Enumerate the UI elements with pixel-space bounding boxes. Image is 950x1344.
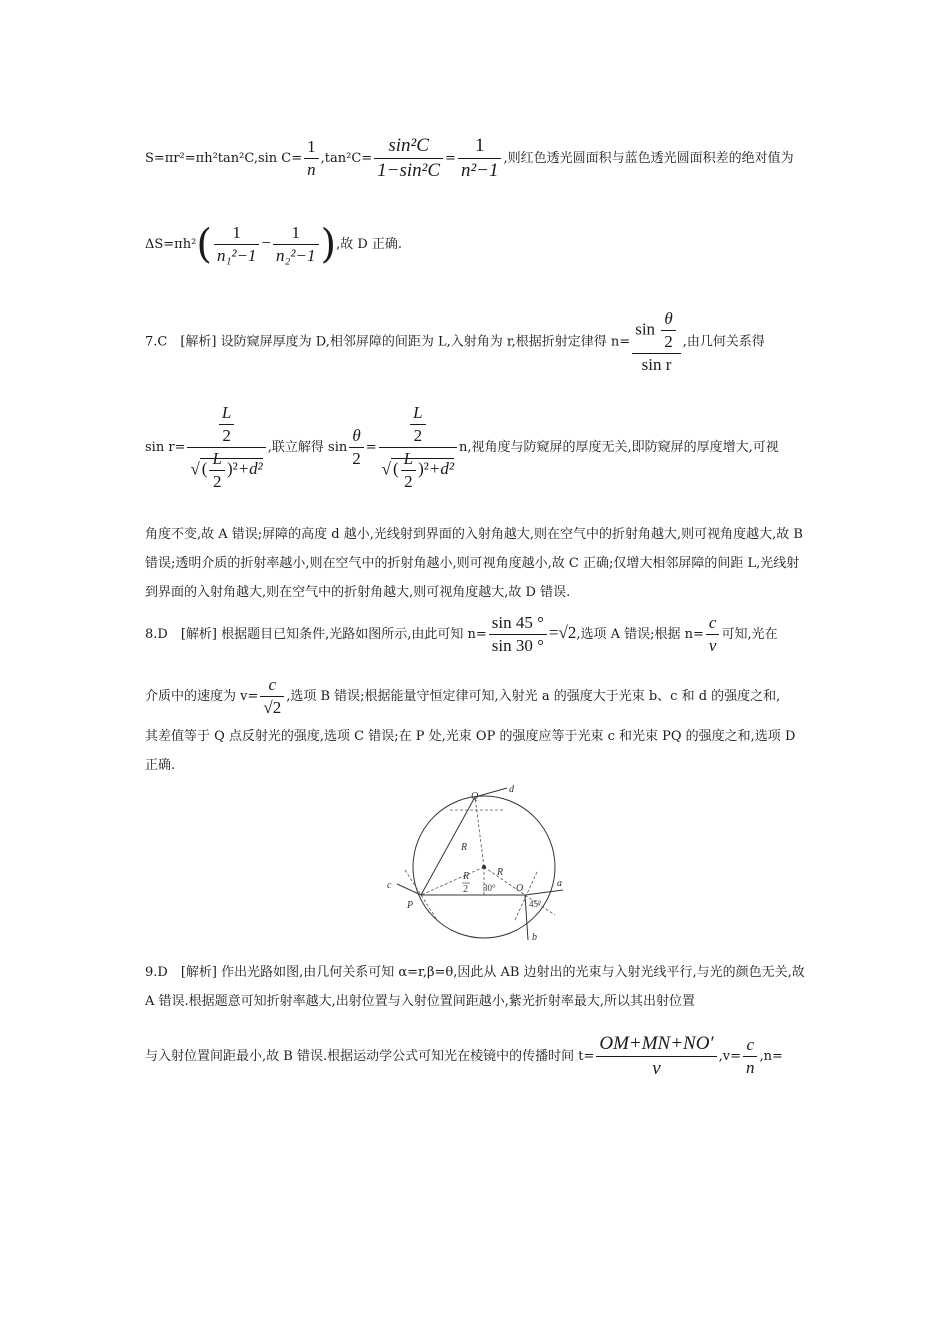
frac-den: n₂²−1 [273, 244, 318, 267]
p7-sinr-frac [187, 402, 265, 493]
p9-last-lead: 与入射位置间距最小,故 B 错误.根据运动学公式可知光在棱镜中的传播时间 t= [145, 1049, 595, 1064]
frac-den: sin 30 ° [489, 634, 547, 657]
p6-minus: − [261, 233, 272, 252]
optics-diagram [375, 780, 595, 945]
ray-Pc [397, 884, 421, 895]
p9-c-over-n [743, 1034, 758, 1079]
p6-ds-tail: ,故 D 正确. [336, 237, 403, 252]
p7-line2 [145, 402, 779, 493]
label-30deg: 30° [483, 883, 496, 893]
frac-num: L [221, 403, 232, 422]
label-d: d [509, 784, 514, 795]
p7-n-frac [632, 308, 681, 376]
frac-num: 1 [474, 135, 485, 156]
p9-t-frac [596, 1032, 716, 1081]
L-over-2 [410, 402, 425, 447]
frac-num: θ [664, 309, 673, 328]
p6-line2 [145, 222, 402, 267]
radius-center-P [421, 867, 484, 895]
p8-line1 [145, 612, 778, 657]
p7-line1-tail: ,由几何关系得 [682, 334, 765, 350]
left-paren: ( [196, 221, 212, 268]
p8-eq-root: =√2 [548, 623, 577, 642]
p9-v-eq: ,v= [718, 1049, 741, 1064]
frac-num: 1 [232, 223, 241, 242]
frac-num: c [708, 613, 717, 632]
frac-num: θ [352, 426, 361, 445]
center-dot [482, 865, 486, 869]
L-over-2-inner [209, 448, 224, 493]
frac-num: L [212, 449, 222, 468]
frac-den: n₁²−1 [214, 244, 259, 267]
sqrt: √ ( $\frac{L}{2}$ )²+d² [381, 449, 454, 491]
p9-body: 9.D [解析] 作出光路如图,由几何关系可知 α=r,β=θ,因此从 AB 边射出的光束与入射光线平行,与光的颜色无关,故 A 错误.根据题意可知折射率越大,出射位置与入射位置间距越小,紫光折射率最大,所以其出射位置 [145, 965, 805, 1009]
p7-line1 [145, 308, 765, 376]
frac-num [632, 308, 681, 353]
ray-Qd [475, 788, 507, 797]
label-a: a [557, 878, 562, 889]
frac-num: L [413, 403, 423, 422]
label-b: b [532, 932, 537, 943]
label-R1: R [461, 842, 468, 853]
sin-text: sin [635, 319, 656, 339]
p8-mid: ,选项 A 错误;根据 n= [576, 627, 704, 642]
p7-mid-text: ,联立解得 sin [267, 440, 348, 455]
sqrt: √ ( $\frac{L}{2}$ )²+d² [190, 449, 263, 491]
frac-den: 2 [209, 470, 224, 493]
frac-den [187, 447, 265, 493]
right-paren: ) [320, 221, 337, 268]
frac-den: v [596, 1056, 716, 1081]
p9-n-eq: ,n= [759, 1049, 783, 1064]
p8-line2-lead: 介质中的速度为 v= [145, 689, 259, 704]
frac-num: c [746, 1035, 754, 1054]
frac-den: √2 [260, 696, 284, 719]
p8-sin-frac [489, 612, 547, 657]
p6-ds-frac2 [273, 222, 318, 267]
p6-line1 [145, 134, 794, 183]
label-c: c [387, 880, 392, 891]
p7-line2-tail: n,视角度与防窥屏的厚度无关,即防窥屏的厚度增大,可视 [458, 440, 779, 455]
frac-num: sin 45 ° [491, 613, 544, 632]
p7-eq: = [365, 440, 377, 455]
p8-c-over-v [706, 612, 720, 657]
d-squared: +d² [237, 459, 263, 479]
L-over-2-inner [401, 448, 416, 493]
p8-tail1: 可知,光在 [721, 627, 778, 642]
frac-num: L [403, 449, 414, 468]
frac-num: c [268, 675, 277, 694]
frac-den: n²−1 [458, 158, 502, 183]
p6-frac1 [304, 136, 319, 181]
p8-c-over-root2 [260, 674, 284, 719]
p6-frac2 [374, 134, 443, 183]
frac-den: 2 [661, 330, 676, 353]
label-O: O [516, 883, 524, 894]
label-R-half-den: 2 [463, 884, 468, 895]
frac-den: 2 [219, 424, 234, 447]
label-P: P [407, 900, 414, 911]
p6-ds-lead: ΔS=πh² [145, 237, 197, 252]
ray-Ob [525, 895, 528, 940]
frac-num: 1 [307, 137, 316, 156]
p8-body: 其差值等于 Q 点反射光的强度,选项 C 错误;在 P 处,光束 OP 的强度应等于光束 c 和光束 PQ 的强度之和,选项 D 正确. [145, 729, 796, 773]
ray-aO [525, 890, 563, 895]
frac-den: n [304, 158, 319, 181]
p8-line2 [145, 674, 780, 719]
frac-num: OM+MN+NO′ [599, 1033, 714, 1054]
label-Q: Q [471, 791, 479, 802]
frac-num: 1 [291, 223, 300, 242]
p8-lead: 8.D [解析] 根据题目已知条件,光路如图所示,由此可知 n= [145, 627, 487, 642]
frac-den [379, 447, 457, 493]
p7-sinr-lead: sin r= [145, 440, 186, 455]
p6-frac3 [458, 134, 502, 183]
p8-line2-tail: ,选项 B 错误;根据能量守恒定律可知,入射光 a 的强度大于光束 b、c 和 d 的强度之和, [286, 689, 781, 704]
p7-lead: 7.C [解析] 设防窥屏厚度为 D,相邻屏障的间距为 L,入射角为 r,根据折射定律得 n= [145, 334, 631, 350]
p6-eq: = [445, 151, 456, 166]
label-45deg: 45° [529, 899, 542, 909]
p6-tan-lead: ,tan²C= [320, 151, 373, 166]
label-R-half-num: R [463, 871, 470, 882]
p7-body: 角度不变,故 A 错误;屏障的高度 d 越小,光线射到界面的入射角越大,则在空气中的折射角越大,则可视角度越大,故 B 错误;透明介质的折射率越小,则在空气中的折射角越小,则可视角度越小,故 C 正确;仅增大相邻屏障的间距 L,光线射到界面的入射角越大,则在空气中的折射角越大,则可视角度越大,故 D 错误. [145, 527, 803, 600]
frac-den: n [743, 1056, 758, 1079]
p6-ds-frac1 [214, 222, 259, 267]
p6-s-lead: S=πr²=πh²tan²C,sin C= [145, 151, 303, 166]
theta-frac [661, 308, 676, 353]
frac-den: 1−sin²C [374, 158, 443, 183]
L-over-2 [219, 402, 234, 447]
d-squared: +d² [428, 459, 454, 479]
frac-den: 2 [410, 424, 425, 447]
frac-den: 2 [401, 470, 416, 493]
frac-num [379, 402, 457, 447]
frac-den: v [706, 634, 720, 657]
frac-den: 2 [349, 447, 364, 470]
frac-den: sin r [632, 353, 681, 376]
frac-num [187, 402, 265, 447]
p9-last-line [145, 1032, 783, 1081]
radius-center-Q [475, 797, 484, 867]
radicand: ( $\frac{L}{2}$ )²+d² [393, 449, 454, 491]
p7-sin-theta-frac [379, 402, 457, 493]
label-R2: R [497, 867, 504, 878]
p7-theta-half [349, 425, 364, 470]
frac-num: sin²C [388, 135, 429, 156]
radicand: ( $\frac{L}{2}$ )²+d² [201, 449, 263, 491]
p6-s-tail: ,则红色透光圆面积与蓝色透光圆面积差的绝对值为 [503, 151, 794, 166]
